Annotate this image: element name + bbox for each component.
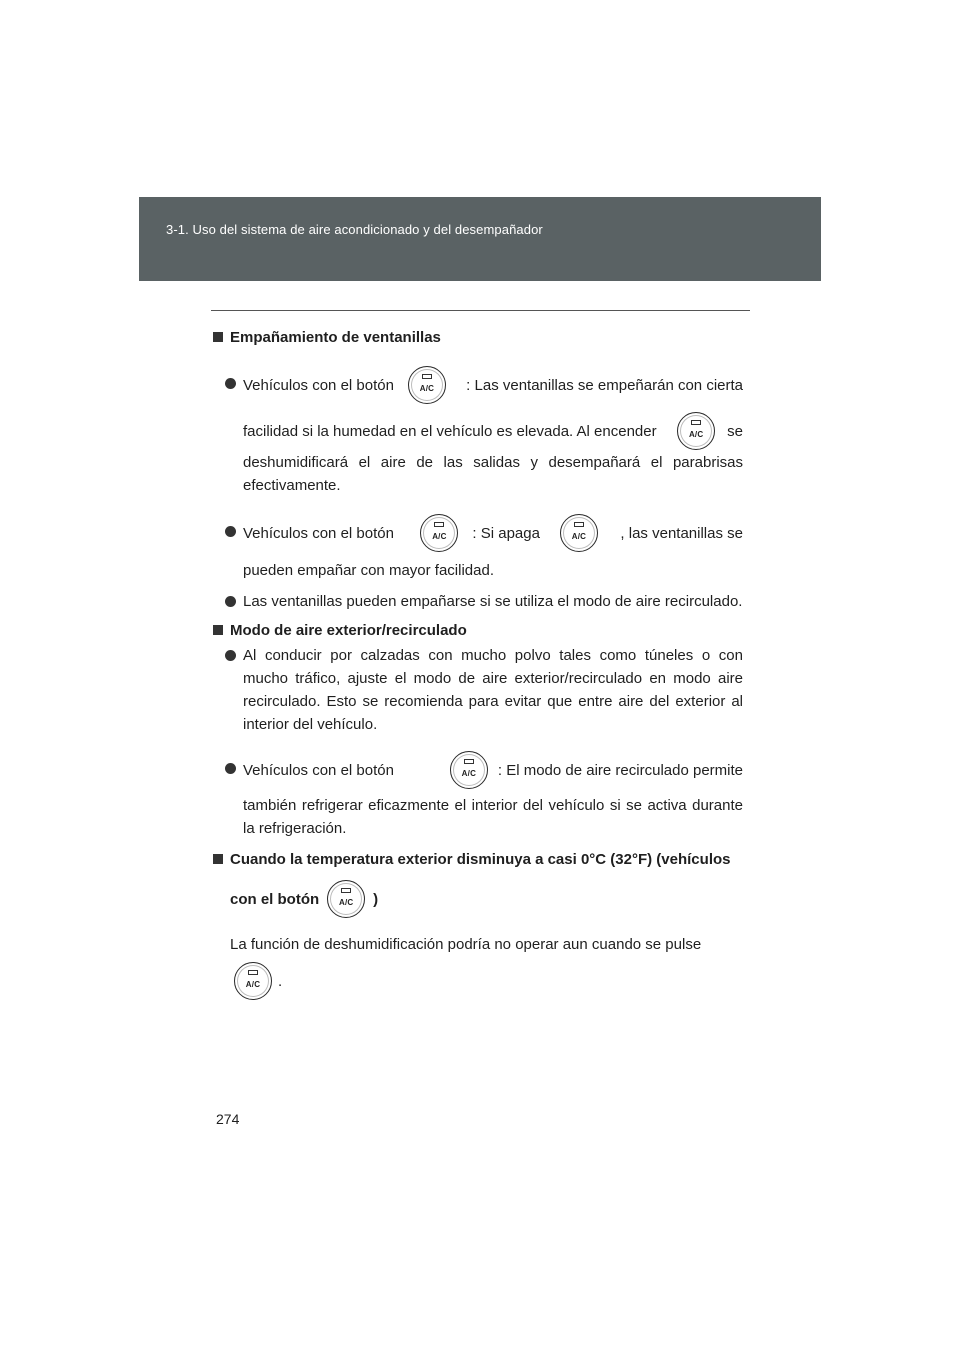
header-band: [139, 197, 821, 281]
ac-button-icon: A/C: [560, 514, 598, 552]
ac-indicator-icon: [248, 970, 258, 975]
square-bullet-icon: [213, 332, 223, 342]
ac-button-icon: A/C: [677, 412, 715, 450]
ac-indicator-icon: [434, 522, 444, 527]
bullet-vehiculos-ac-3: Vehículos con el botón A/C : El modo de aire recirculado permite también refrigerar eficazmente el interior del vehículo si se activa durante la refrigeración.: [213, 748, 743, 840]
ac-button-icon: A/C: [234, 962, 272, 1000]
ac-button-icon: A/C: [408, 366, 446, 404]
ac-indicator-icon: [422, 374, 432, 379]
ac-button-icon: A/C: [450, 751, 488, 789]
circle-bullet-icon: [225, 763, 236, 774]
circle-bullet-icon: [225, 650, 236, 661]
ac-button-icon: A/C: [420, 514, 458, 552]
ac-indicator-icon: [574, 522, 584, 527]
heading-modo-aire: Modo de aire exterior/recirculado: [213, 619, 743, 642]
ac-button-icon: A/C: [327, 880, 365, 918]
body-deshumidificacion-end: A/C .: [213, 958, 743, 1004]
bullet-vehiculos-ac-2: Vehículos con el botón A/C : Si apaga A/C , las ventanillas se pueden empañar con mayor facilidad.: [213, 511, 743, 582]
heading-temperatura: Cuando la temperatura exterior disminuya a casi 0°C (32°F) (vehículos: [213, 848, 743, 871]
bullet-vehiculos-ac-1: Vehículos con el botón A/C : Las ventanillas se empeñarán con cierta facilidad si la humedad en el vehículo es elevada. Al encender A/C se deshumidificará el aire de las salidas y desempañará el parabrisas efectivamente.: [213, 363, 743, 497]
square-bullet-icon: [213, 854, 223, 864]
heading-empanamiento: Empañamiento de ventanillas: [213, 326, 743, 349]
circle-bullet-icon: [225, 378, 236, 389]
top-rule: [211, 310, 750, 311]
page-content: [213, 326, 743, 1004]
ac-indicator-icon: [341, 888, 351, 893]
bullet-recirculado: Las ventanillas pueden empañarse si se utiliza el modo de aire recirculado.: [213, 590, 743, 613]
circle-bullet-icon: [225, 526, 236, 537]
circle-bullet-icon: [225, 596, 236, 607]
heading-temperatura-line2: con el botón A/C ): [213, 875, 743, 923]
page-number: 274: [216, 1111, 240, 1127]
ac-indicator-icon: [691, 420, 701, 425]
square-bullet-icon: [213, 625, 223, 635]
body-deshumidificacion: La función de deshumidificación podría no operar aun cuando se pulse: [230, 936, 702, 953]
bullet-calzadas-polvo: Al conducir por calzadas con mucho polvo tales como túneles o con mucho tráfico, ajuste el modo de aire exterior/recirculado en modo aire recirculado. Esto se recomienda para evitar que entre aire del exterior al interior del vehículo.: [213, 644, 743, 736]
section-title: 3-1. Uso del sistema de aire acondicionado y del desempañador: [166, 222, 543, 237]
ac-indicator-icon: [464, 759, 474, 764]
